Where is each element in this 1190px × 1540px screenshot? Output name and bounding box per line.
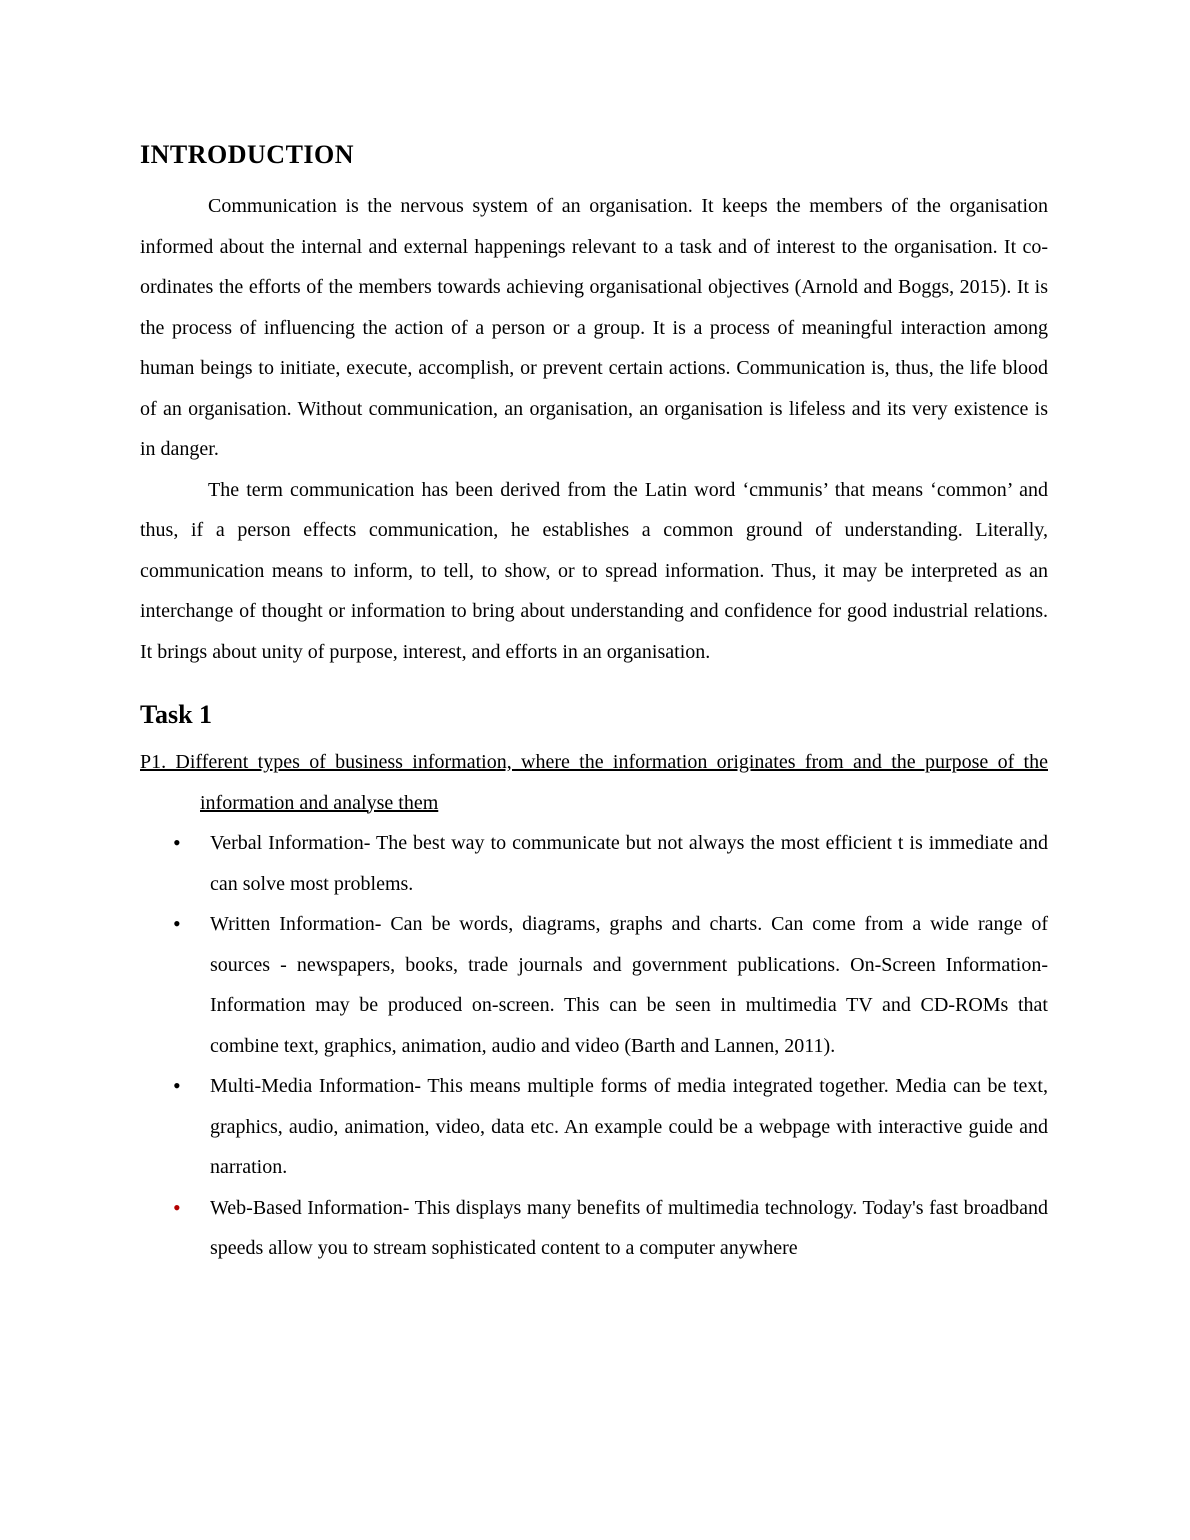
list-item-web-based-information xyxy=(140,1188,1048,1269)
list-item-text: Web-Based Information- This displays many benefits of multimedia technology. Today's fast broadband speeds allow you to stream sophisticated content to a computer anywhere xyxy=(210,1196,1048,1259)
intro-paragraph-1: Communication is the nervous system of an organisation. It keeps the members of the organisation informed about the internal and external happenings relevant to a task and of interest to the organisation. It co-ordinates the efforts of the members towards achieving organisational objectives (Arnold and Boggs, 2015). It is the process of influencing the action of a person or a group. It is a process of meaningful interaction among human beings to initiate, execute, accomplish, or prevent certain actions. Communication is, thus, the life blood of an organisation. Without communication, an organisation, an organisation is lifeless and its very existence is in danger. xyxy=(140,195,1048,460)
list-item-text: Written Information- Can be words, diagrams, graphs and charts. Can come from a wide range of sources - newspapers, books, trade journals and government publications. On-Screen Information- Information may be produced on-screen. This can be seen in multimedia TV and CD-ROMs that combine text, graphics, animation, audio and video (Barth and Lannen, 2011). xyxy=(210,913,1048,1057)
task1-heading: Task 1 xyxy=(140,700,213,729)
list-item-text: Verbal Information- The best way to communicate but not always the most efficient t is immediate and can solve most problems. xyxy=(210,832,1048,895)
information-types-list xyxy=(140,823,1048,1269)
list-item-multimedia-information xyxy=(140,1066,1048,1188)
list-item-written-information xyxy=(140,904,1048,1066)
p1-section-heading: P1. Different types of business information, where the information originates from and the purpose of the information and analyse them xyxy=(140,751,1048,814)
list-item-verbal-information xyxy=(140,823,1048,904)
intro-paragraph-2: The term communication has been derived from the Latin word ‘cmmunis’ that means ‘common’ and thus, if a person effects communication, he establishes a common ground of understanding. Literally, communication means to inform, to tell, to show, or to spread information. Thus, it may be interpreted as an interchange of thought or information to bring about understanding and confidence for good industrial relations. It brings about unity of purpose, interest, and efforts in an organisation. xyxy=(140,478,1048,663)
intro-heading: INTRODUCTION xyxy=(140,140,355,169)
list-item-text: Multi-Media Information- This means multiple forms of media integrated together. Media can be text, graphics, audio, animation, video, data etc. An example could be a webpage with interactive guide and narration. xyxy=(210,1075,1048,1178)
